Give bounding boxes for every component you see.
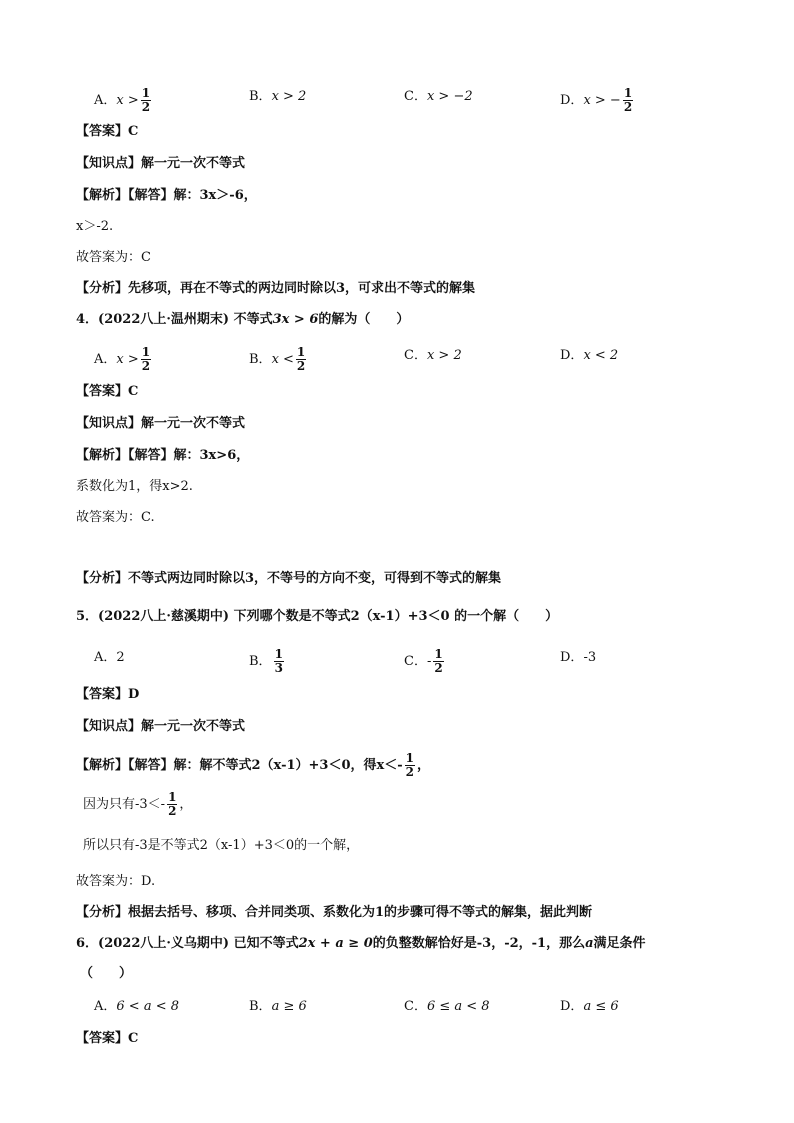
q3-option-b[interactable]: B．x > 2 (249, 89, 307, 104)
q5-option-b-fraction: $\frac{1}{3}$ (274, 647, 283, 675)
q5-analysis-line-3: 所以只有-3是不等式2（x-1）+3＜0的一个解， (83, 838, 360, 853)
q4-analysis-line-1: 【解析】【解答】解：3x>6， (76, 448, 250, 463)
q5-analysis-fraction-2: $\frac{1}{2}$ (168, 790, 177, 818)
q3-knowledge: 【知识点】解一元一次不等式 (76, 156, 246, 171)
q4-option-b[interactable]: B．x < $\frac{1}{2}$ (249, 345, 306, 373)
q6-question-paren: （ ） (80, 966, 133, 981)
q5-option-d[interactable]: D．-3 (560, 650, 597, 665)
q3-analysis-line-3: 故答案为：C (76, 250, 151, 265)
q4-option-d[interactable]: D．x < 2 (560, 348, 619, 363)
q4-question: 4．(2022八上·温州期末) 不等式3x > 6的解为（ ） (76, 312, 410, 327)
q5-answer: 【答案】D (76, 687, 140, 702)
q5-option-c-fraction: $\frac{1}{2}$ (434, 647, 443, 675)
q6-option-c[interactable]: C．6 ≤ a < 8 (404, 999, 490, 1014)
q5-question: 5．(2022八上·慈溪期中) 下列哪个数是不等式2（x-1）+3＜0 的一个解（ ） (76, 609, 559, 624)
q5-option-a[interactable]: A．2 (94, 650, 125, 665)
q5-analysis-fraction-1: $\frac{1}{2}$ (405, 751, 414, 779)
q3-option-d-fraction: $\frac{1}{2}$ (623, 86, 633, 114)
q4-analysis-line-2: 系数化为1，得x>2. (76, 479, 193, 494)
q4-option-a[interactable]: A．x > $\frac{1}{2}$ (94, 345, 151, 373)
q3-option-d[interactable]: D．x > − $\frac{1}{2}$ (560, 86, 633, 114)
q3-option-c[interactable]: C．x > −2 (404, 89, 473, 104)
q6-answer: 【答案】C (76, 1031, 139, 1046)
q5-analysis-line-1: 【解析】【解答】解：解不等式2（x-1）+3＜0，得x＜- $\frac{1}{2}$ ， (76, 751, 431, 779)
q5-analysis-line-2: 因为只有-3＜- $\frac{1}{2}$ ， (83, 790, 193, 818)
q6-question: 6．(2022八上·义乌期中) 已知不等式2x + a ≥ 0的负整数解恰好是-3，-2，-1，那么a满足条件 (76, 936, 646, 951)
q3-summary: 【分析】先移项，再在不等式的两边同时除以3，可求出不等式的解集 (76, 281, 476, 296)
q3-analysis-line-2: x＞-2. (76, 219, 114, 234)
q4-knowledge: 【知识点】解一元一次不等式 (76, 416, 246, 431)
q4-summary: 【分析】不等式两边同时除以3，不等号的方向不变，可得到不等式的解集 (76, 571, 502, 586)
q5-option-b[interactable]: B． $\frac{1}{3}$ (249, 647, 283, 675)
q6-option-d[interactable]: D．a ≤ 6 (560, 999, 619, 1014)
q4-option-a-fraction: $\frac{1}{2}$ (141, 345, 151, 373)
q3-option-a-fraction: $\frac{1}{2}$ (141, 86, 151, 114)
q3-option-a-expr: x > (116, 93, 139, 108)
q4-inequality: 3x > 6 (272, 312, 319, 327)
q5-analysis-line-4: 故答案为：D. (76, 874, 156, 889)
q4-analysis-line-3: 故答案为：C. (76, 510, 155, 525)
q5-knowledge: 【知识点】解一元一次不等式 (76, 719, 246, 734)
q6-inequality: 2x + a ≥ 0 (298, 936, 373, 951)
q3-answer: 【答案】C (76, 124, 139, 139)
q6-option-a[interactable]: A．6 < a < 8 (94, 999, 179, 1014)
q3-option-a[interactable]: A．x > $\frac{1}{2}$ (94, 86, 151, 114)
q3-analysis-line-1: 【解析】【解答】解：3x＞-6， (76, 188, 257, 203)
q5-summary: 【分析】根据去括号、移项、合并同类项、系数化为1的步骤可得不等式的解集，据此判断 (76, 905, 593, 920)
q6-option-b[interactable]: B．a ≥ 6 (249, 999, 307, 1014)
q4-answer: 【答案】C (76, 384, 139, 399)
q4-option-c[interactable]: C．x > 2 (404, 348, 462, 363)
q5-option-c[interactable]: C．- $\frac{1}{2}$ (404, 647, 443, 675)
q4-option-b-fraction: $\frac{1}{2}$ (296, 345, 306, 373)
